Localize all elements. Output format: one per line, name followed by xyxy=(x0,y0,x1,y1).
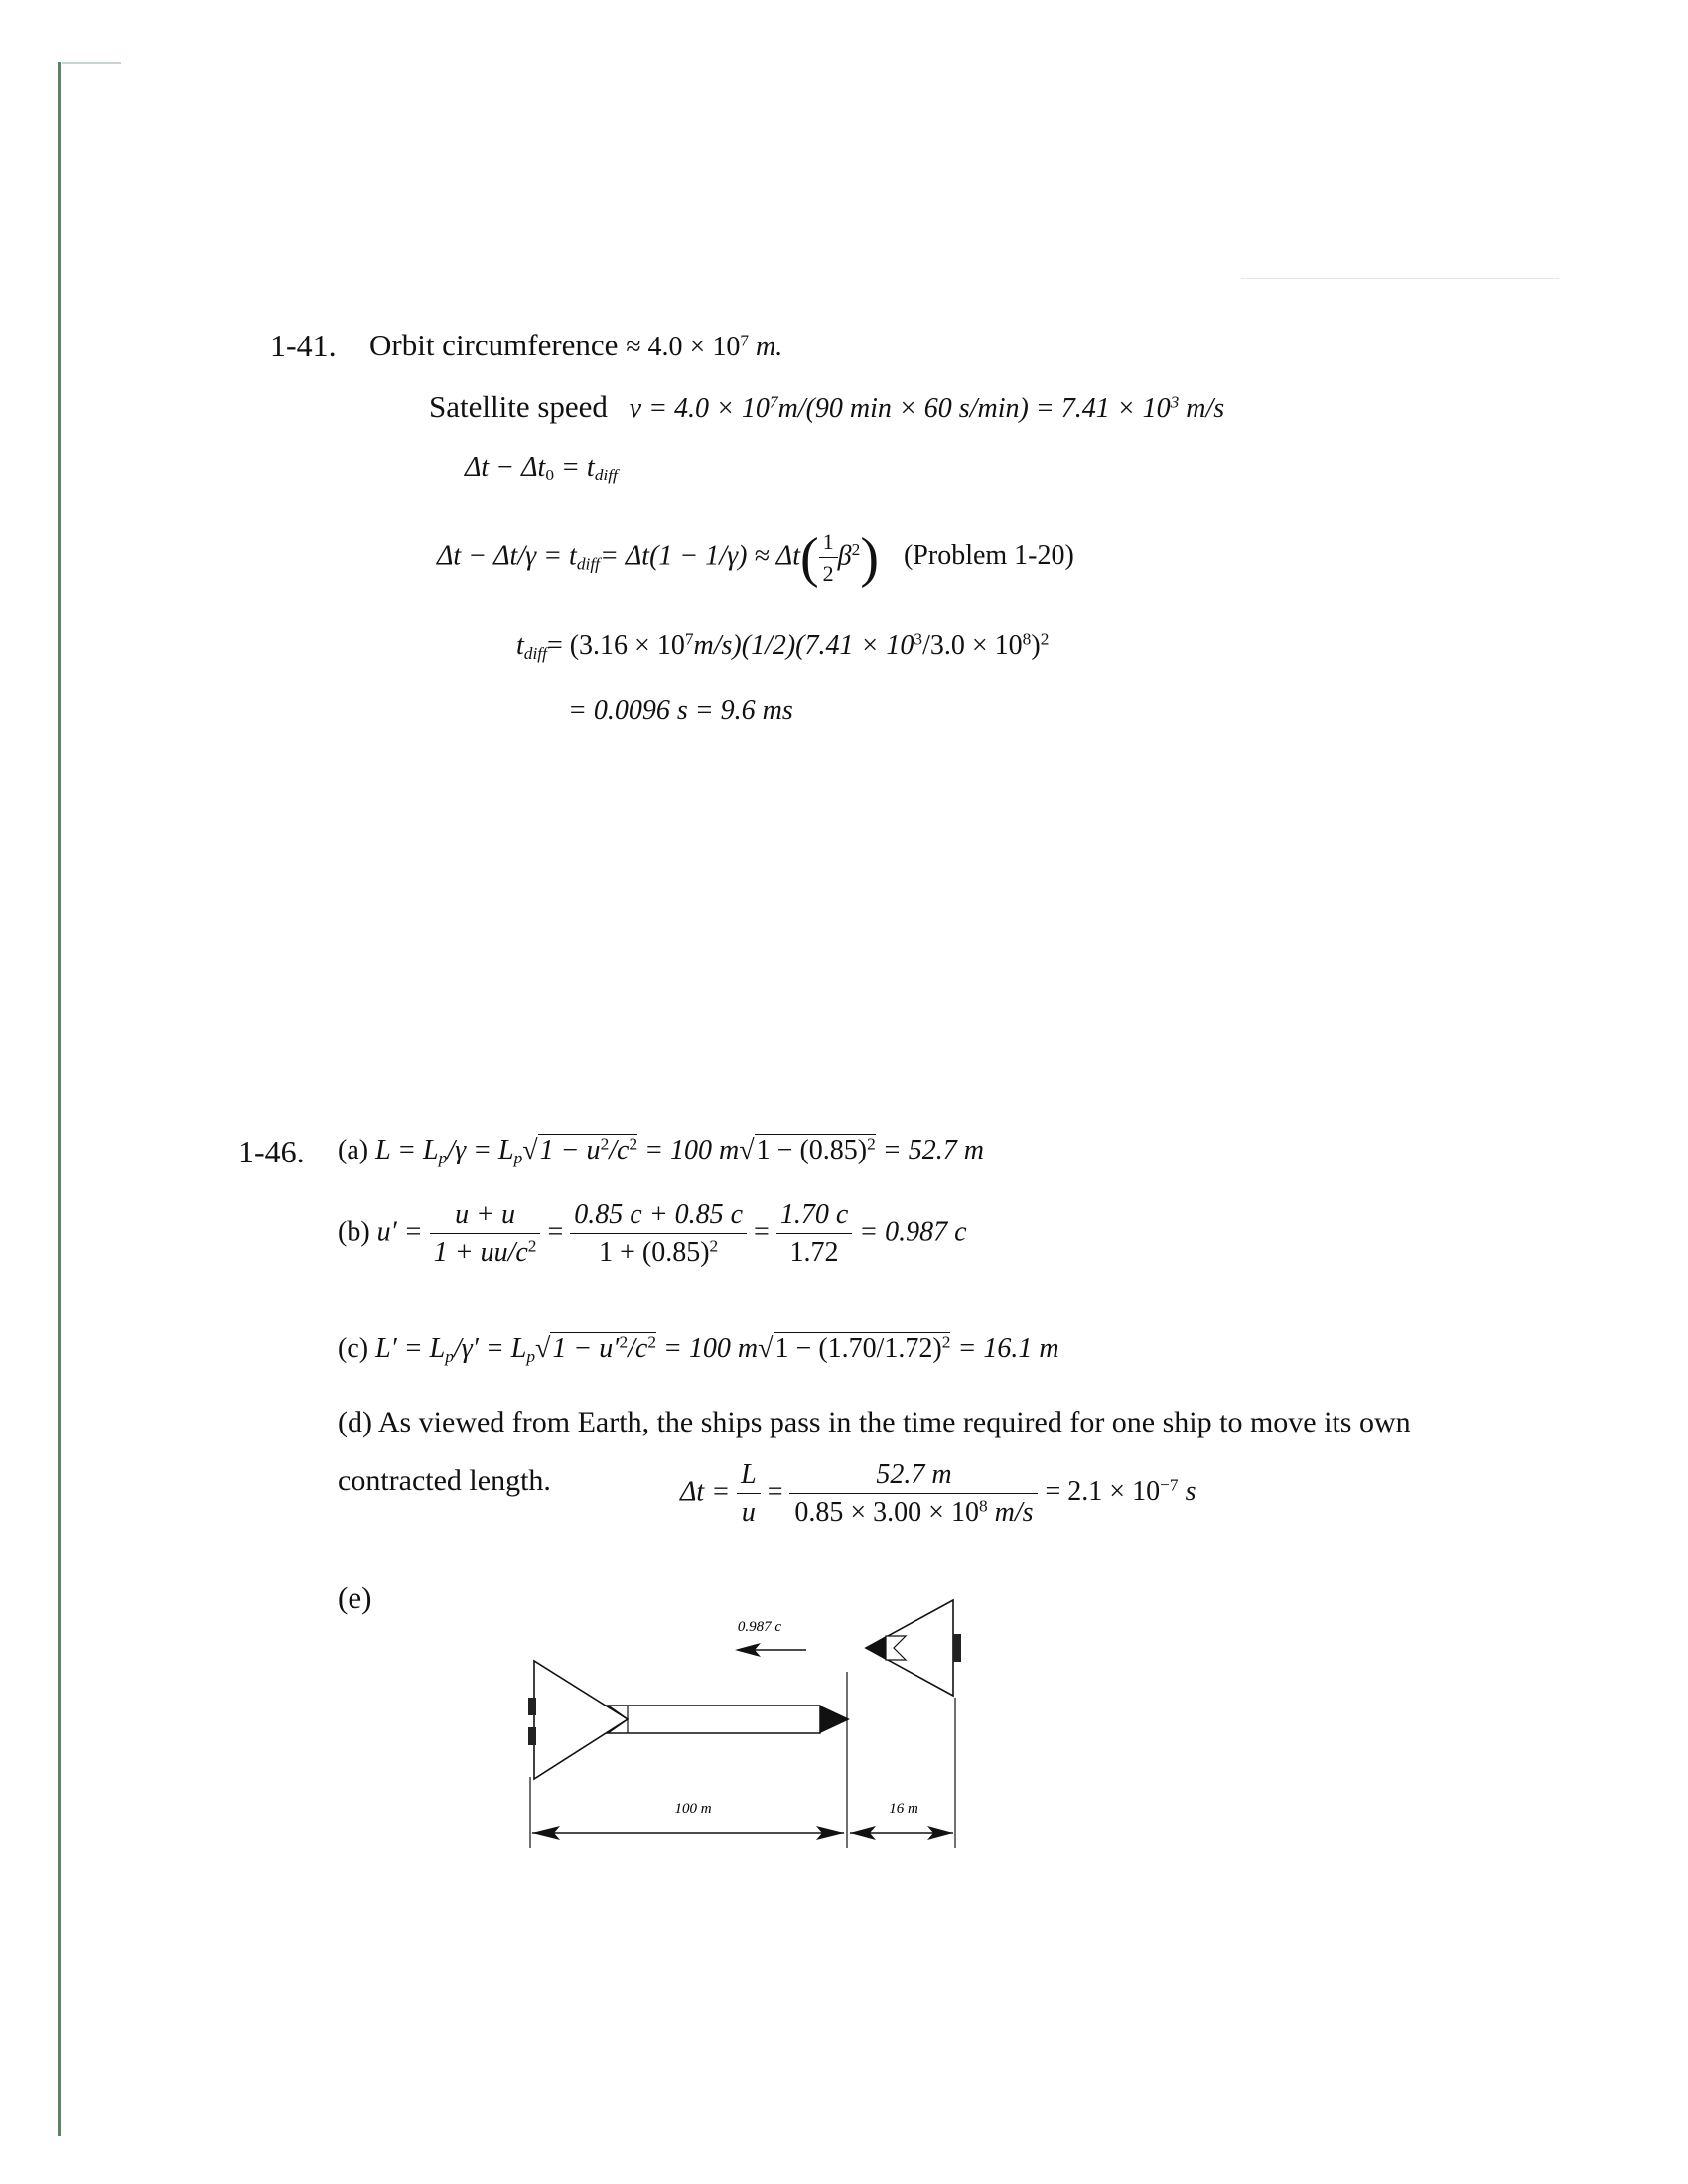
ship-16m xyxy=(866,1600,961,1696)
satellite-speed-line: Satellite speed $v = 4.0 \times 10^7m/(90$ min × 60 $s/\min) = 7.41 \times 10^3$ m/s xyxy=(429,389,1225,424)
orbit-circumference-line: Orbit circumference ≈ $4.0 \times 10^7$ m. xyxy=(369,328,783,362)
problem-number-1-41: 1-41. xyxy=(270,328,337,363)
equation-time-dilation-approx: $\Delta t - \Delta t/\gamma = t_{diff}= \Delta t(1 - 1/\gamma) \approx \Delta t$( $\frac{1}{2}$ $\beta^2$) (Problem 1-20) xyxy=(437,527,1074,589)
part-e-label: (e) xyxy=(338,1580,372,1615)
spaceship-diagram xyxy=(516,1588,1013,1866)
problem-number-1-46: 1-46. xyxy=(238,1134,305,1169)
velocity-arrow xyxy=(735,1643,806,1657)
equation-t-diff-value: $t_{diff}= (3.16 \times 10^7m/s)(1/2)(7.41 \times 10^3/3.0 \times 10^8)^2$ xyxy=(516,629,1050,664)
part-d-text-line-2: contracted length. xyxy=(338,1464,551,1497)
part-d-time-equation: Δt = $\frac{L}{u}$ = $\frac{52.7 m}{0.85 \times 3.00 \times 10^8 m/s}$ = $2.1 \times 10^{-7}$ s xyxy=(680,1459,1196,1528)
equation-t-diff-result: = 0.0096 s = 9.6 ms xyxy=(568,695,793,726)
ship-100m xyxy=(528,1661,850,1779)
part-c-relative-length: (c) $L' = L_p/\gamma' = L_p√1 - u'^2/c^2 = 100$ $m√1 - (1.70/1.72)^2 = 16.1$ m xyxy=(338,1332,1059,1367)
dimension-label-100m: 100 m xyxy=(674,1801,712,1817)
scan-faint-line xyxy=(1241,278,1559,279)
dimension-label-16m: 16 m xyxy=(889,1801,918,1817)
scan-corner-mark xyxy=(62,62,121,64)
scan-left-edge xyxy=(58,62,61,2136)
velocity-label: 0.987 c xyxy=(737,1619,782,1635)
part-b-velocity-addition: (b) u′ = $\frac{u + u}{1 + uu/c^2}$ = $\frac{0.85 c + 0.85 c}{1 + (0.85)^2}$ = $\frac{1.70 c}{1.72}$ = 0.987 c xyxy=(338,1199,967,1268)
dimension-arrow-100m xyxy=(532,1826,844,1840)
part-d-text-line-1: (d) As viewed from Earth, the ships pass in the time required for one ship to move its own xyxy=(338,1406,1411,1438)
part-a-length-contraction: (a) $L = L_p/\gamma = L_p√1 - u^2/c^2 = 100$ $m√1 - (0.85)^2 = 52.7$ m xyxy=(338,1134,984,1168)
dimension-arrow-16m xyxy=(850,1826,953,1840)
equation-time-difference: $\Delta t - \Delta t_0 = t_{diff}$ xyxy=(465,452,618,485)
